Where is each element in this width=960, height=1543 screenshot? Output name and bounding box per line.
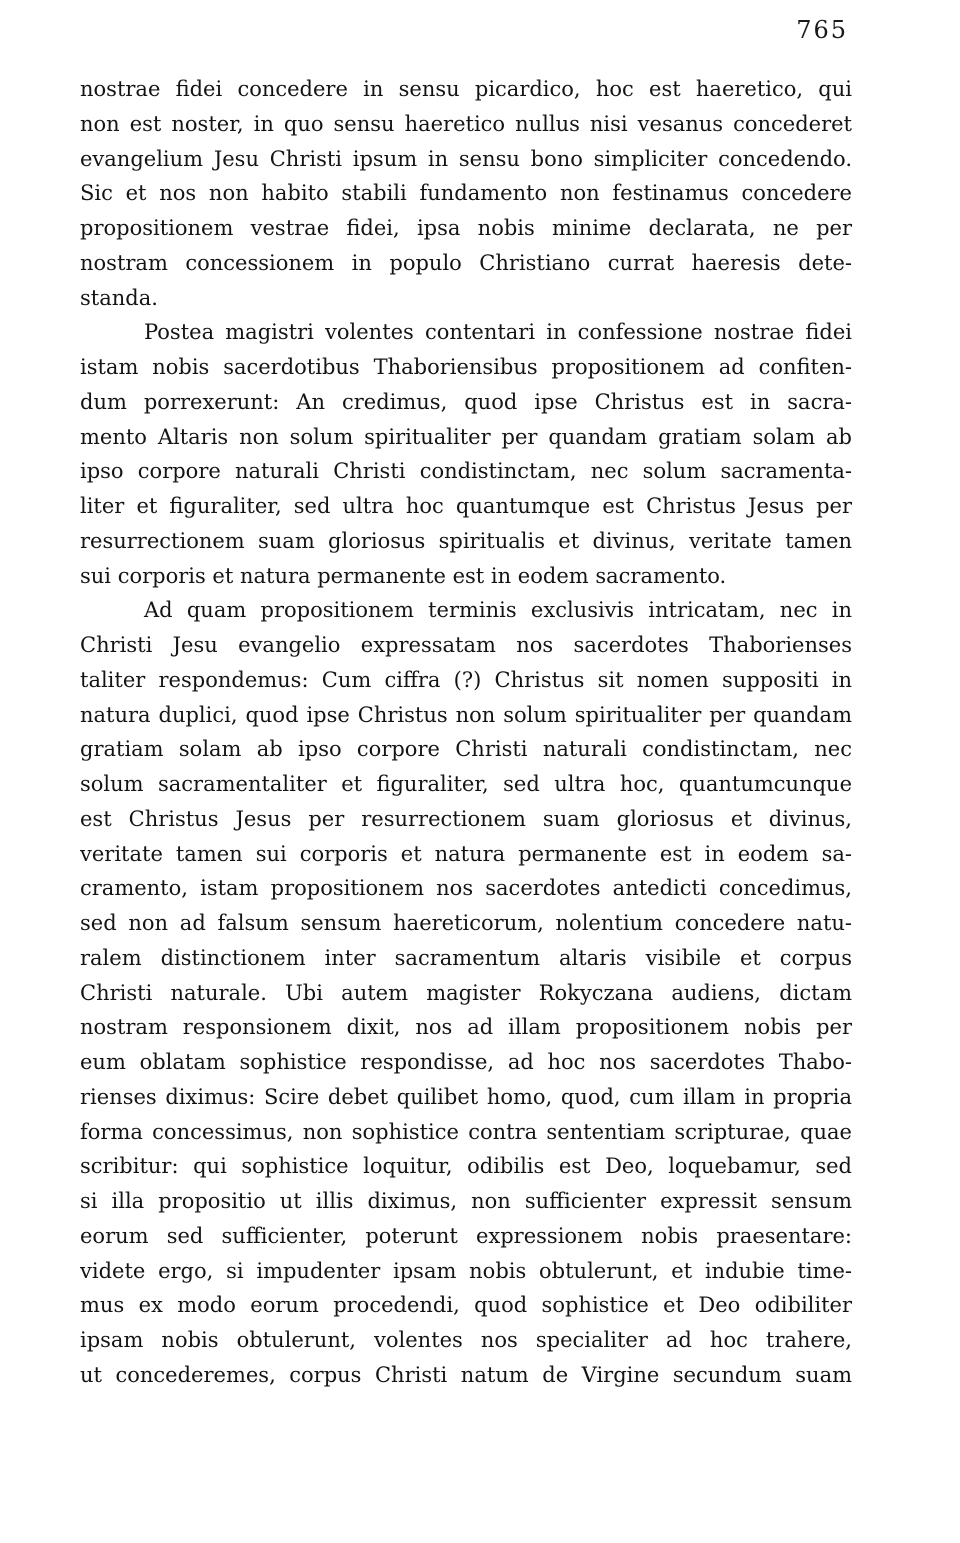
text-line: gratiam solam ab ipso corpore Christi naturali condistinctam, nec <box>80 737 852 762</box>
body-text <box>80 72 852 1393</box>
text-line: eum oblatam sophistice respondisse, ad hoc nos sacerdotes Thabo- <box>80 1050 852 1074</box>
text-line: ralem distinctionem inter sacramentum altaris visibile et corpus <box>80 945 852 970</box>
text-line: solum sacramentaliter et figuraliter, sed ultra hoc, quantumcunque <box>80 772 852 796</box>
text-line: scribitur: qui sophistice loquitur, odibilis est Deo, loquebamur, sed <box>80 1154 852 1179</box>
text-line: ut concederemes, corpus Christi natum de Virgine secundum suam <box>80 1362 852 1387</box>
text-line: sui corporis et natura permanente est in eodem sacramento. <box>80 563 727 588</box>
text-line: cramento, istam propositionem nos sacerdotes antedicti concedimus, <box>80 876 852 901</box>
paragraph-start: Ad quam propositionem terminis exclusivis intricatam, nec in <box>144 598 852 623</box>
text-line: sed non ad falsum sensum haereticorum, nolentium concedere natu- <box>80 911 852 935</box>
text-line: ipso corpore naturali Christi condistinctam, nec solum sacramenta- <box>80 459 852 484</box>
text-line: standa. <box>80 285 158 310</box>
text-line: mus ex modo eorum procedendi, quod sophistice et Deo odibiliter <box>80 1293 852 1318</box>
text-line: est Christus Jesus per resurrectionem suam gloriosus et divinus, <box>80 806 852 831</box>
text-line: eorum sed sufficienter, poterunt expressionem nobis praesentare: <box>80 1223 852 1248</box>
text-line: nostram responsionem dixit, nos ad illam propositionem nobis per <box>80 1015 852 1040</box>
text-line: liter et figuraliter, sed ultra hoc quantumque est Christus Jesus per <box>80 494 852 518</box>
text-line: Sic et nos non habito stabili fundamento non festinamus concedere <box>80 181 852 206</box>
text-line: forma concessimus, non sophistice contra sententiam scripturae, quae <box>80 1119 852 1144</box>
text-line: mento Altaris non solum spiritualiter per quandam gratiam solam ab <box>80 424 852 449</box>
text-line: ipsam nobis obtulerunt, volentes nos specialiter ad hoc trahere, <box>80 1328 852 1352</box>
text-line: videte ergo, si impudenter ipsam nobis obtulerunt, et indubie time- <box>80 1258 852 1283</box>
text-line: evangelium Jesu Christi ipsum in sensu bono simpliciter concedendo. <box>80 146 852 171</box>
text-line: Christi naturale. Ubi autem magister Rokyczana audiens, dictam <box>80 980 852 1005</box>
text-line: resurrectionem suam gloriosus spiritualis et divinus, veritate tamen <box>80 528 852 553</box>
text-line: dum porrexerunt: An credimus, quod ipse Christus est in sacra- <box>80 389 852 414</box>
text-line: taliter respondemus: Cum ciffra (?) Christus sit nomen suppositi in <box>80 667 852 692</box>
text-line: natura duplici, quod ipse Christus non solum spiritualiter per quandam <box>80 702 852 727</box>
text-line: non est noster, in quo sensu haeretico nullus nisi vesanus concederet <box>80 111 852 136</box>
text-line: veritate tamen sui corporis et natura permanente est in eodem sa- <box>80 841 852 866</box>
text-line: istam nobis sacerdotibus Thaboriensibus propositionem ad confiten- <box>80 355 852 379</box>
text-line: nostrae fidei concedere in sensu picardico, hoc est haeretico, qui <box>80 77 852 101</box>
page-number: 765 <box>796 16 848 44</box>
paragraph-start: Postea magistri volentes contentari in confessione nostrae fidei <box>144 320 852 345</box>
text-line: Christi Jesu evangelio expressatam nos sacerdotes Thaborienses <box>80 633 852 657</box>
text-line: rienses diximus: Scire debet quilibet homo, quod, cum illam in propria <box>80 1084 852 1109</box>
text-line: nostram concessionem in populo Christiano currat haeresis dete- <box>80 250 852 275</box>
text-line: si illa propositio ut illis diximus, non sufficienter expressit sensum <box>80 1189 852 1213</box>
text-line: propositionem vestrae fidei, ipsa nobis minime declarata, ne per <box>80 216 852 240</box>
